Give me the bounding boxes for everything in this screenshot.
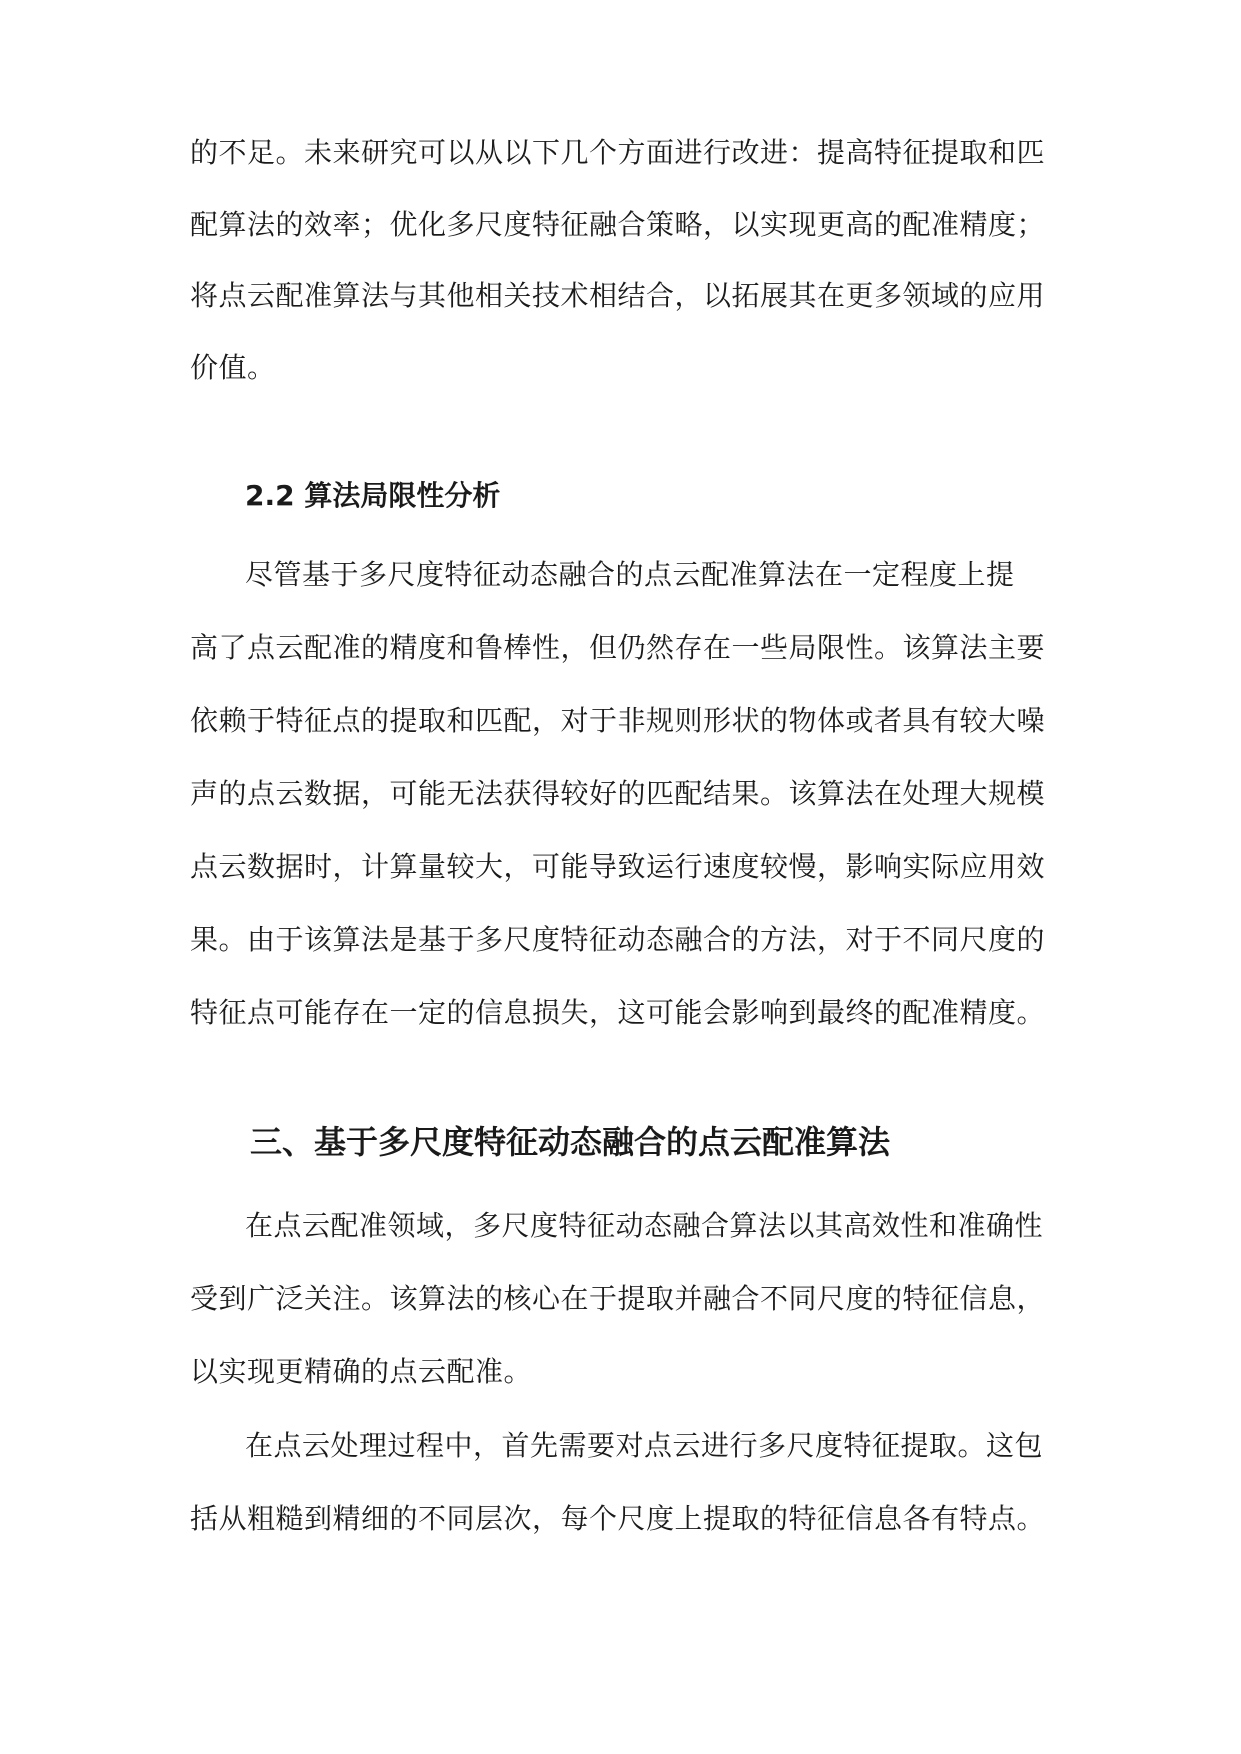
paragraph-line: 以实现更精确的点云配准。 bbox=[190, 1355, 533, 1388]
section-heading-2-2: 2.2 算法局限性分析 bbox=[245, 479, 501, 512]
paragraph-line: 将点云配准算法与其他相关技术相结合，以拓展其在更多领域的应用 bbox=[190, 279, 1046, 312]
section-heading-3: 三、基于多尺度特征动态融合的点云配准算法 bbox=[250, 1123, 891, 1161]
paragraph-line: 的不足。未来研究可以从以下几个方面进行改进：提高特征提取和匹 bbox=[190, 136, 1046, 169]
paragraph-line: 高了点云配准的精度和鲁棒性，但仍然存在一些局限性。该算法主要 bbox=[190, 631, 1046, 664]
paragraph-line: 配算法的效率；优化多尺度特征融合策略，以实现更高的配准精度； bbox=[190, 208, 1046, 241]
paragraph-line: 价值。 bbox=[190, 351, 276, 384]
paragraph-line: 特征点可能存在一定的信息损失，这可能会影响到最终的配准精度。 bbox=[190, 996, 1046, 1029]
paragraph-line: 声的点云数据，可能无法获得较好的匹配结果。该算法在处理大规模 bbox=[190, 777, 1046, 810]
paragraph-line: 点云数据时，计算量较大，可能导致运行速度较慢，影响实际应用效 bbox=[190, 850, 1046, 883]
paragraph-line: 括从粗糙到精细的不同层次，每个尺度上提取的特征信息各有特点。 bbox=[190, 1502, 1046, 1535]
paragraph-line: 尽管基于多尺度特征动态融合的点云配准算法在一定程度上提 bbox=[245, 558, 1015, 591]
paragraph-line: 果。由于该算法是基于多尺度特征动态融合的方法，对于不同尺度的 bbox=[190, 923, 1046, 956]
paragraph-line: 在点云配准领域，多尺度特征动态融合算法以其高效性和准确性 bbox=[245, 1209, 1044, 1242]
paragraph-line: 依赖于特征点的提取和匹配，对于非规则形状的物体或者具有较大噪 bbox=[190, 704, 1046, 737]
paragraph-line: 在点云处理过程中，首先需要对点云进行多尺度特征提取。这包 bbox=[245, 1429, 1044, 1462]
paragraph-line: 受到广泛关注。该算法的核心在于提取并融合不同尺度的特征信息， bbox=[190, 1282, 1046, 1315]
